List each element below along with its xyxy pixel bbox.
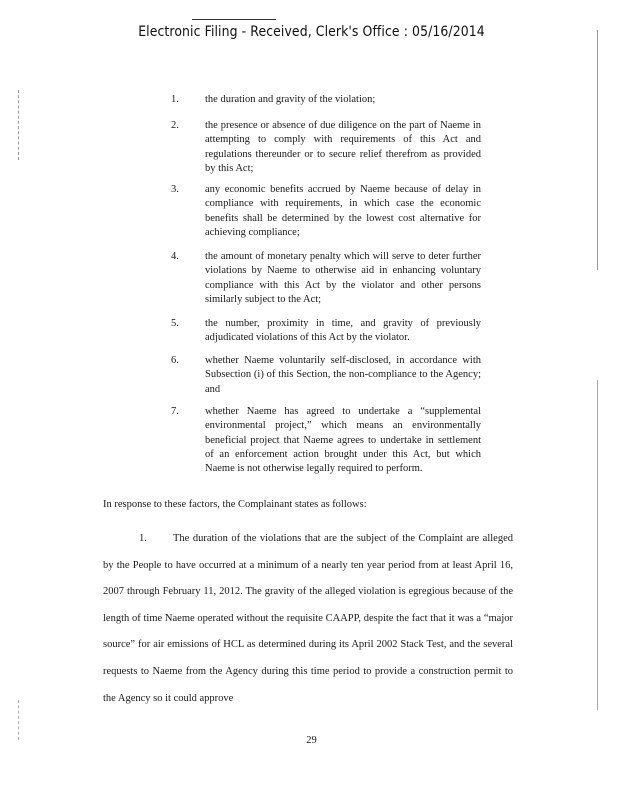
factor-number: 6. <box>171 355 179 366</box>
factor-text: the duration and gravity of the violation; <box>205 94 376 105</box>
factor-number: 2. <box>171 120 179 131</box>
factor-text: the amount of monetary penalty which will serve to deter further violations by Naeme to otherwise aid in enhancing voluntary compliance with this Act by the violator and other persons similarly subject to the Act; <box>205 251 481 305</box>
paragraph-text: The duration of the violations that are the subject of the Complaint are alleged by the People to have occurred at a minimum of a nearly ten year period from at least April 16, 2007 through February 11, 2012. The gravity of the alleged violation is egregious because of the length of time Naeme operated without the requisite CAAPP, despite the fact that it was a “major source” for air emissions of HCL as determined during its April 2002 Stack Test, and the several requests to Naeme from the Agency during this time period to provide a construction permit to the Agency so it could approve <box>103 533 513 704</box>
factor-number: 4. <box>171 251 179 262</box>
response-intro: In response to these factors, the Complainant states as follows: <box>103 499 367 510</box>
page-number: 29 <box>306 735 317 746</box>
factor-text: whether Naeme voluntarily self-disclosed, in accordance with Subsection (i) of this Section, the non-compliance to the Agency; and <box>205 355 481 395</box>
factor-text: the presence or absence of due diligence on the part of Naeme in attempting to comply with requirements of this Act and regulations thereunder or to secure relief therefrom as provided by this Act; <box>205 120 481 174</box>
factor-number: 1. <box>171 94 179 105</box>
factor-text: whether Naeme has agreed to undertake a “supplemental environmental project,” which means an environmentally beneficial project that Naeme agrees to undertake in settlement of an enforcement action brought under this Act, but which Naeme is not otherwise legally required to perform. <box>205 406 481 475</box>
paragraph-number: 1. <box>139 533 147 544</box>
factor-number: 3. <box>171 184 179 195</box>
factor-text: the number, proximity in time, and gravity of previously adjudicated violations of this Act by the violator. <box>205 318 481 344</box>
factor-text: any economic benefits accrued by Naeme because of delay in compliance with requirements, in which case the economic benefits shall be determined by the lowest cost alternative for achieving compliance; <box>205 184 481 238</box>
factor-number: 5. <box>171 318 179 329</box>
response-paragraph <box>103 526 513 712</box>
filing-stamp: Electronic Filing - Received, Clerk's Office : 05/16/2014 <box>138 24 485 40</box>
factor-number: 7. <box>171 406 179 417</box>
